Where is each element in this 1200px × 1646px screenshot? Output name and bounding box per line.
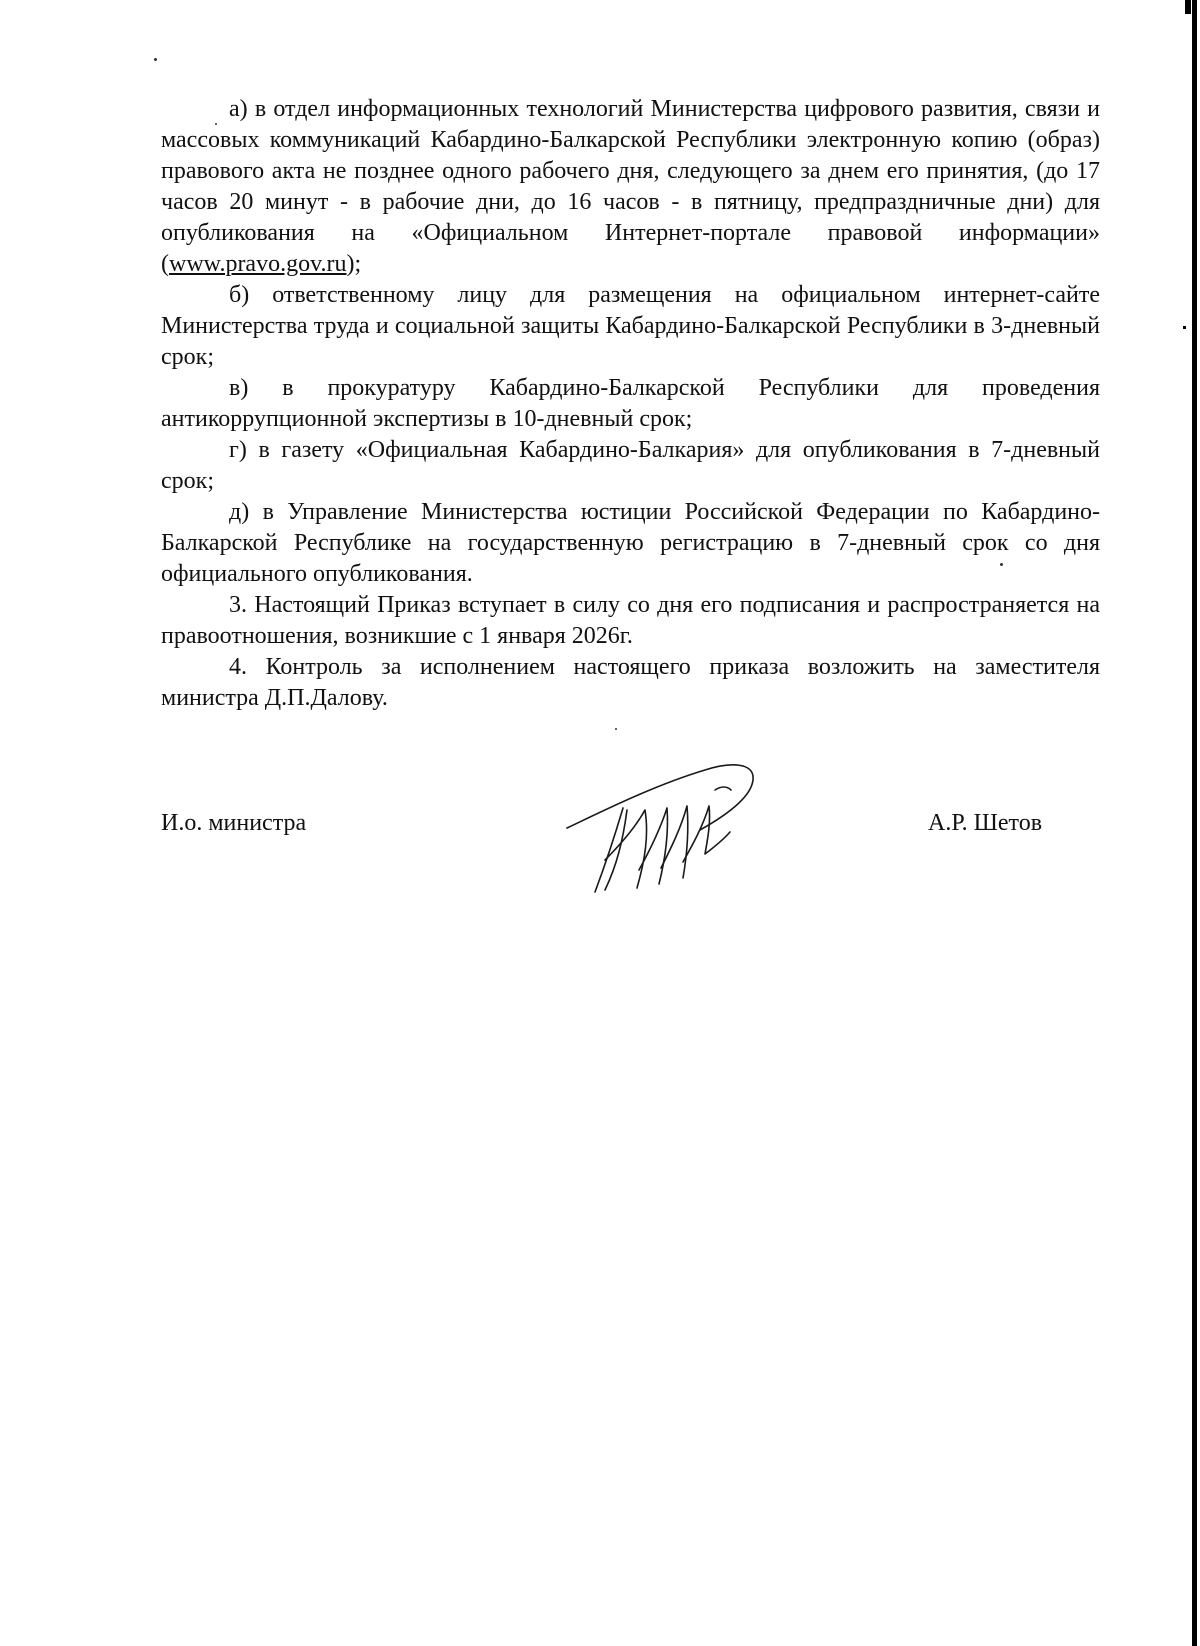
scan-speck [1183,326,1186,329]
paragraph-a [161,94,1100,280]
paragraph-d: д) в Управление Министерства юстиции Российской Федерации по Кабардино-Балкарской Республике на государственную регистрацию в 7-дневный срок со дня официального опубликования. [161,499,1100,587]
signature-block [0,790,1200,910]
paragraph-3: 3. Настоящий Приказ вступает в силу со дня его подписания и распространяется на правоотношения, возникшие с 1 января 2026г. [161,592,1100,649]
scan-edge-notch [1185,0,1191,14]
paragraph-b: б) ответственному лицу для размещения на официальном интернет-сайте Министерства труда и социальной защиты Кабардино-Балкарской Республики в 3-дневный срок; [161,282,1100,370]
pravo-url: www.pravo.gov.ru [169,251,347,277]
signatory-name: А.Р. Шетов [928,810,1043,836]
handwritten-signature [565,750,765,900]
paragraph-a-end: ); [346,251,362,277]
signatory-role: И.о. министра [161,810,307,836]
paragraph-4: 4. Контроль за исполнением настоящего приказа возложить на заместителя министра Д.П.Далову. [161,654,1100,711]
paragraph-g: г) в газету «Официальная Кабардино-Балкария» для опубликования в 7-дневный срок; [161,437,1100,494]
document-body [161,94,1100,714]
paragraph-v: в) в прокуратуру Кабардино-Балкарской Республики для проведения антикоррупционной экспертизы в 10-дневный срок; [161,375,1100,432]
scan-speck [615,728,617,730]
paragraph-a-text: а) в отдел информационных технологий Министерства цифрового развития, связи и массовых коммуникаций Кабардино-Балкарской Республики электронную копию (образ) правового акта не позднее одного рабочего дня, следующего за днем его принятия, (до 17 часов 20 минут - в рабочие дни, до 16 часов - в пятницу, предпраздничные дни) для опубликования на «Официальном Интернет-портале правовой информации» ( [161,96,1100,277]
scan-speck [154,58,157,61]
